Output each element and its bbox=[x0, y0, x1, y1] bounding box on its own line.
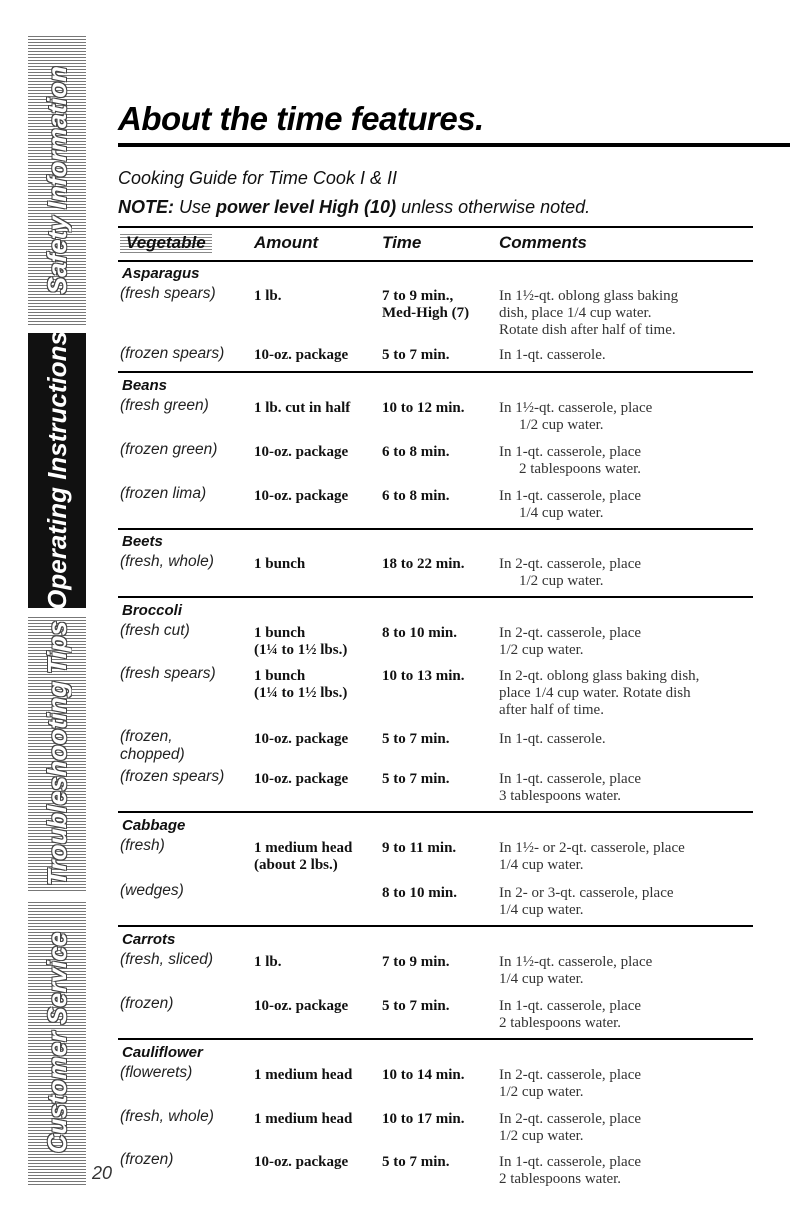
sidebar-tab-label: Troubleshooting Tips bbox=[41, 621, 72, 886]
comment-line: 1/2 cup water. bbox=[519, 573, 604, 589]
amount-cell: 1 lb. bbox=[254, 288, 282, 304]
comment-line: In 1-qt. casserole. bbox=[499, 731, 606, 747]
table-top-rule bbox=[118, 226, 753, 228]
group-name-cabbage: Cabbage bbox=[122, 817, 186, 834]
amount-cell: 10-oz. package bbox=[254, 444, 349, 460]
amount-cell: 1 lb. bbox=[254, 954, 282, 970]
column-header-amount: Amount bbox=[254, 233, 319, 252]
amount-line-2: (1¼ to 1½ lbs.) bbox=[254, 642, 348, 658]
time-cell: 5 to 7 min. bbox=[382, 731, 450, 747]
comment-line: In 2-qt. casserole, place bbox=[499, 1067, 642, 1083]
table-header-rule bbox=[118, 260, 753, 262]
amount-cell: 1 medium head bbox=[254, 1111, 353, 1127]
comment-line: In 1-qt. casserole, place bbox=[499, 488, 642, 504]
comment-line: 3 tablespoons water. bbox=[499, 788, 622, 804]
comment-line: Rotate dish after half of time. bbox=[499, 322, 676, 338]
comment-cell bbox=[499, 288, 759, 339]
comment-line: In 2-qt. casserole, place bbox=[499, 556, 642, 572]
amount-cell: 10-oz. package bbox=[254, 488, 349, 504]
item-label: (frozen lima) bbox=[120, 485, 207, 502]
item-label: (fresh, whole) bbox=[120, 553, 214, 570]
item-label: (fresh spears) bbox=[120, 665, 216, 682]
column-header-comments: Comments bbox=[499, 233, 587, 252]
comment-cell bbox=[499, 731, 759, 748]
time-cell: 6 to 8 min. bbox=[382, 444, 450, 460]
note-mid: Use bbox=[174, 197, 217, 217]
amount-cell: 10-oz. package bbox=[254, 998, 349, 1014]
amount-line-2: (about 2 lbs.) bbox=[254, 857, 338, 873]
amount-cell: 10-oz. package bbox=[254, 1154, 349, 1170]
comment-line: In 1½-qt. casserole, place bbox=[499, 954, 653, 970]
page-number: 20 bbox=[92, 1163, 113, 1183]
comment-line: 1/2 cup water. bbox=[499, 1084, 584, 1100]
amount-cell: 10-oz. package bbox=[254, 731, 349, 747]
sidebar-tab-customer-service[interactable] bbox=[28, 900, 86, 1185]
time-cell: 10 to 13 min. bbox=[382, 668, 465, 684]
comment-line: In 2- or 3-qt. casserole, place bbox=[499, 885, 674, 901]
group-divider bbox=[118, 371, 753, 373]
time-cell: 8 to 10 min. bbox=[382, 885, 457, 901]
comment-cell bbox=[499, 668, 759, 719]
amount-cell: 1 medium head bbox=[254, 1067, 353, 1083]
comment-line: dish, place 1/4 cup water. bbox=[499, 305, 652, 321]
time-line-2: Med-High (7) bbox=[382, 305, 470, 321]
item-label: (fresh spears) bbox=[120, 285, 216, 302]
comment-line: 2 tablespoons water. bbox=[499, 1015, 622, 1031]
comment-line: In 2-qt. oblong glass baking dish, bbox=[499, 668, 700, 684]
item-label: (frozen spears) bbox=[120, 768, 225, 785]
time-cell: 10 to 17 min. bbox=[382, 1111, 465, 1127]
column-header-vegetable: Vegetable bbox=[120, 233, 212, 253]
sidebar-tab-troubleshooting-tips[interactable] bbox=[28, 616, 86, 891]
amount-cell bbox=[254, 840, 379, 874]
amount-line: 1 medium head bbox=[254, 840, 353, 856]
time-cell: 5 to 7 min. bbox=[382, 771, 450, 787]
group-name-asparagus: Asparagus bbox=[122, 265, 200, 282]
comment-cell bbox=[499, 444, 759, 478]
comment-line: 1/4 cup water. bbox=[499, 857, 584, 873]
comment-cell bbox=[499, 556, 759, 590]
comment-line: after half of time. bbox=[499, 702, 604, 718]
item-label: (frozen) bbox=[120, 1151, 174, 1168]
item-label: (frozen green) bbox=[120, 441, 218, 458]
comment-line: 2 tablespoons water. bbox=[499, 1171, 622, 1187]
item-label: (fresh) bbox=[120, 837, 165, 854]
comment-line: In 1-qt. casserole. bbox=[499, 347, 606, 363]
power-level-note bbox=[118, 197, 590, 218]
group-divider bbox=[118, 596, 753, 598]
item-line: (frozen, bbox=[120, 728, 173, 745]
comment-cell bbox=[499, 1111, 759, 1145]
group-name-beets: Beets bbox=[122, 533, 163, 550]
amount-line: 1 bunch bbox=[254, 668, 306, 684]
comment-line: 1/2 cup water. bbox=[499, 642, 584, 658]
item-label: (wedges) bbox=[120, 882, 184, 899]
comment-line: In 2-qt. casserole, place bbox=[499, 1111, 642, 1127]
amount-cell: 10-oz. package bbox=[254, 347, 349, 363]
comment-line: 2 tablespoons water. bbox=[519, 461, 642, 477]
comment-cell bbox=[499, 347, 759, 364]
time-line: 7 to 9 min., bbox=[382, 288, 454, 304]
comment-cell bbox=[499, 840, 759, 874]
comment-line: 1/2 cup water. bbox=[519, 417, 604, 433]
comment-cell bbox=[499, 954, 759, 988]
comment-line: 1/4 cup water. bbox=[499, 902, 584, 918]
sidebar-tab-operating-instructions[interactable] bbox=[28, 333, 86, 608]
time-cell: 5 to 7 min. bbox=[382, 347, 450, 363]
item-label: (fresh cut) bbox=[120, 622, 190, 639]
time-cell: 8 to 10 min. bbox=[382, 625, 457, 641]
time-cell: 5 to 7 min. bbox=[382, 998, 450, 1014]
section-subtitle: Cooking Guide for Time Cook I & II bbox=[118, 168, 397, 188]
item-label bbox=[120, 728, 250, 764]
comment-line: In 1½- or 2-qt. casserole, place bbox=[499, 840, 685, 856]
item-label: (fresh green) bbox=[120, 397, 209, 414]
column-header-time: Time bbox=[382, 233, 422, 252]
item-label: (frozen spears) bbox=[120, 345, 225, 362]
group-divider bbox=[118, 528, 753, 530]
sidebar-tab-safety-information[interactable] bbox=[28, 35, 86, 325]
comment-cell bbox=[499, 400, 759, 434]
time-cell: 5 to 7 min. bbox=[382, 1154, 450, 1170]
item-label: (fresh, whole) bbox=[120, 1108, 214, 1125]
comment-line: In 1½-qt. casserole, place bbox=[499, 400, 653, 416]
time-cell: 10 to 12 min. bbox=[382, 400, 465, 416]
amount-cell bbox=[254, 668, 379, 702]
comment-cell bbox=[499, 771, 759, 805]
amount-cell: 1 bunch bbox=[254, 556, 306, 572]
item-line-2: chopped) bbox=[120, 746, 185, 763]
time-cell: 9 to 11 min. bbox=[382, 840, 457, 856]
comment-cell bbox=[499, 885, 759, 919]
comment-cell bbox=[499, 488, 759, 522]
item-label: (fresh, sliced) bbox=[120, 951, 214, 968]
item-label: (frozen) bbox=[120, 995, 174, 1012]
comment-cell bbox=[499, 998, 759, 1032]
comment-line: In 1½-qt. oblong glass baking bbox=[499, 288, 679, 304]
item-label: (flowerets) bbox=[120, 1064, 193, 1081]
group-divider bbox=[118, 811, 753, 813]
title-divider bbox=[118, 143, 790, 147]
group-name-broccoli: Broccoli bbox=[122, 602, 183, 619]
comment-cell bbox=[499, 1154, 759, 1188]
page-title: About the time features. bbox=[118, 100, 484, 137]
time-cell: 18 to 22 min. bbox=[382, 556, 465, 572]
amount-line-2: (1¼ to 1½ lbs.) bbox=[254, 685, 348, 701]
amount-cell: 1 lb. cut in half bbox=[254, 400, 351, 416]
group-divider bbox=[118, 1038, 753, 1040]
note-suffix: unless otherwise noted. bbox=[396, 197, 591, 217]
comment-cell bbox=[499, 625, 759, 659]
comment-line: In 1-qt. casserole, place bbox=[499, 1154, 642, 1170]
comment-line: In 1-qt. casserole, place bbox=[499, 998, 642, 1014]
time-cell: 6 to 8 min. bbox=[382, 488, 450, 504]
comment-line: 1/4 cup water. bbox=[519, 505, 604, 521]
comment-line: place 1/4 cup water. Rotate dish bbox=[499, 685, 691, 701]
note-prefix: NOTE: bbox=[118, 197, 174, 217]
group-name-carrots: Carrots bbox=[122, 931, 176, 948]
amount-line: 1 bunch bbox=[254, 625, 306, 641]
comment-cell bbox=[499, 1067, 759, 1101]
group-name-beans: Beans bbox=[122, 377, 168, 394]
time-cell: 7 to 9 min. bbox=[382, 954, 450, 970]
comment-line: 1/4 cup water. bbox=[499, 971, 584, 987]
sidebar-tab-label: Safety Information bbox=[41, 65, 72, 295]
comment-line: In 2-qt. casserole, place bbox=[499, 625, 642, 641]
sidebar-tab-label: Operating Instructions bbox=[41, 331, 72, 610]
sidebar-tab-label: Customer Service bbox=[41, 931, 72, 1154]
group-divider bbox=[118, 925, 753, 927]
comment-line: In 1-qt. casserole, place bbox=[499, 444, 642, 460]
time-cell: 10 to 14 min. bbox=[382, 1067, 465, 1083]
amount-cell bbox=[254, 625, 379, 659]
amount-cell: 10-oz. package bbox=[254, 771, 349, 787]
comment-line: 1/2 cup water. bbox=[499, 1128, 584, 1144]
time-cell bbox=[382, 288, 500, 322]
note-power-level: power level High (10) bbox=[216, 197, 397, 217]
comment-line: In 1-qt. casserole, place bbox=[499, 771, 642, 787]
group-name-cauliflower: Cauliflower bbox=[122, 1044, 203, 1061]
